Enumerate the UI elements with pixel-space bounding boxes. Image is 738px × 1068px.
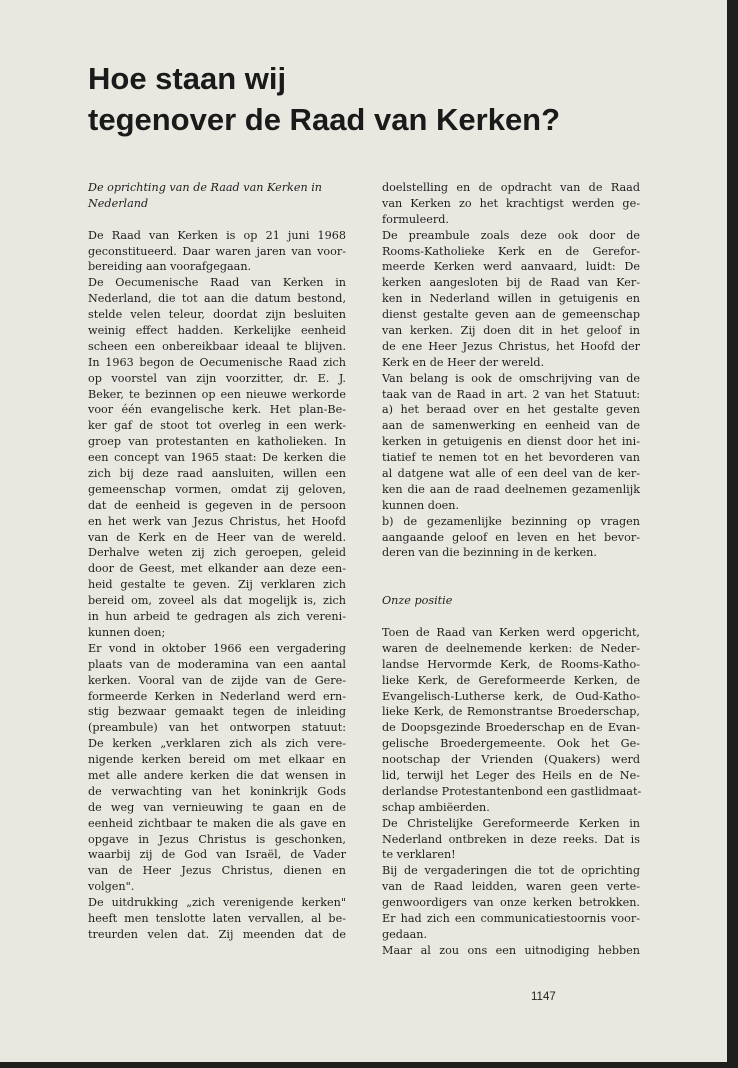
paragraph-gap: [382, 609, 640, 625]
text-line: met alle andere kerken die dat wensen in: [88, 768, 346, 782]
text-line: kunnen doen.: [382, 498, 460, 512]
text-line: stig bezwaar gemaakt tegen de inleiding: [88, 705, 346, 719]
text-line: te verklaren!: [382, 848, 456, 862]
page-number: 1147: [531, 991, 556, 1003]
paragraph-gap: [382, 577, 640, 593]
text-line: nigende kerken bereid om met elkaar en: [88, 753, 346, 767]
text-line: deren van die bezinning in de kerken.: [382, 546, 597, 560]
text-line: De kerken „verklaren zich als zich vere-: [88, 737, 346, 751]
page-edge-bottom: [0, 1062, 738, 1068]
text-line: doelstelling en de opdracht van de Raad: [382, 181, 640, 194]
text-line: ker gaf de stoot tot overleg in een werk-: [88, 419, 346, 433]
text-line: gelische Broedergemeente. Ook het Ge-: [382, 737, 640, 751]
text-line: lieke Kerk, de Gereformeerde Kerken, de: [382, 673, 640, 687]
text-line: een concept van 1965 staat: De kerken die: [88, 451, 346, 465]
text-line: aan de samenwerking en eenheid van de: [382, 419, 640, 433]
text-line: meerde Kerken werd aanvaard, luidt: De: [382, 260, 640, 274]
text-line: Toen de Raad van Kerken werd opgericht,: [382, 625, 640, 639]
text-line: opgave in Jezus Christus is geschonken,: [88, 832, 346, 846]
text-line: Nederland, die tot aan die datum bestond,: [88, 292, 346, 306]
text-line: genwoordigers van onze kerken betrokken.: [382, 896, 640, 910]
text-line: landse Hervormde Kerk, de Rooms-Katho-: [382, 657, 640, 671]
text-line: kunnen doen;: [88, 625, 166, 639]
text-line: van de Raad leidden, waren geen verte-: [382, 880, 640, 894]
text-line: al datgene wat alle of een deel van de ker-: [382, 467, 640, 481]
section-heading-line: Onze positie: [382, 594, 453, 608]
text-line: van Kerken zo het krachtigst werden ge-: [382, 196, 640, 210]
text-line: Er had zich een communicatiestoornis voor-: [382, 911, 640, 925]
text-line: ken in Nederland willen in getuigenis en: [382, 292, 640, 306]
text-line: schap ambiëerden.: [382, 800, 490, 814]
text-line: Nederland ontbreken in deze reeks. Dat is: [382, 832, 640, 846]
text-line: Er vond in oktober 1966 een vergadering: [88, 641, 346, 655]
text-line: Rooms-Katholieke Kerk en de Gerefor-: [382, 244, 640, 258]
text-line: de verwachting van het koninkrijk Gods: [88, 784, 346, 798]
text-line: eenheid zichtbaar te maken die als gave en: [88, 816, 346, 830]
text-line: kerken in getuigenis en dienst door het ini-: [382, 435, 640, 449]
text-line: De Christelijke Gereformeerde Kerken in: [382, 816, 640, 830]
text-line: heid gestalte te geven. Zij verklaren zich: [88, 578, 346, 592]
text-line: plaats van de moderamina van een aantal: [88, 657, 346, 671]
page-edge-right: [727, 0, 738, 1068]
page-title: [88, 58, 648, 140]
text-line: In 1963 begon de Oecumenische Raad zich: [88, 355, 346, 369]
text-line: gemeenschap vormen, omdat zij geloven,: [88, 482, 346, 496]
text-line: Kerk en de Heer der wereld.: [382, 355, 545, 369]
paragraph-gap: [382, 561, 640, 577]
text-line: gedaan.: [382, 927, 428, 941]
text-line: Bij de vergaderingen die tot de oprichting: [382, 864, 640, 878]
text-line: derlandse Protestantenbond een gastlidmaat-: [382, 784, 642, 798]
text-line: Evangelisch-Lutherse kerk, de Oud-Katho-: [382, 689, 640, 703]
text-line: De preambule zoals deze ook door de: [382, 228, 640, 242]
text-line: Beker, te bezinnen op een nieuwe werkorde: [88, 387, 346, 401]
text-line: De Oecumenische Raad van Kerken in: [88, 276, 346, 290]
text-line: lid, terwijl het Leger des Heils en de Ne-: [382, 768, 640, 782]
text-line: De Raad van Kerken is op 21 juni 1968: [88, 228, 346, 242]
text-line: stelde velen teleur, doordat zijn besluiten: [88, 308, 346, 322]
text-line: kerken. Vooral van de zijde van de Gere-: [88, 673, 346, 687]
text-line: op voorstel van zijn voorzitter, dr. E. J.: [88, 371, 346, 385]
text-line: de Doopsgezinde Broederschap en de Evan-: [382, 721, 640, 735]
text-line: dienst gestalte geven aan de gemeenschap: [382, 308, 640, 322]
text-line: kerken aangesloten bij de Raad van Ker-: [382, 276, 640, 290]
text-line: Maar al zou ons een uitnodiging hebben: [382, 943, 640, 957]
text-line: bereiding aan voorafgegaan.: [88, 260, 252, 274]
text-line: treurden velen dat. Zij meenden dat de: [88, 927, 346, 941]
text-line: volgen".: [88, 880, 135, 894]
text-line: a) het beraad over en het gestalte geven: [382, 403, 640, 417]
text-line: heeft men tenslotte laten vervallen, al be-: [88, 911, 346, 925]
text-line: van kerken. Zij doen dit in het geloof in: [382, 324, 640, 338]
title-line-1: Hoe staan wij: [88, 61, 287, 96]
text-line: geconstitueerd. Daar waren jaren van voor-: [88, 244, 346, 258]
text-line: aangaande geloof en leven en het bevor-: [382, 530, 640, 544]
text-line: van de Kerk en de Heer van de wereld.: [88, 530, 346, 544]
paragraph-gap: [88, 212, 346, 228]
text-line: de weg van vernieuwing te gaan en de: [88, 800, 346, 814]
left-text-column: [88, 180, 346, 943]
text-line: van de Heer Jezus Christus, dienen en: [88, 864, 346, 878]
text-line: taak van de Raad in art. 2 van het Statuut:: [382, 387, 640, 401]
text-line: groep van protestanten en katholieken. In: [88, 435, 346, 449]
text-line: De uitdrukking „zich verenigende kerken": [88, 896, 346, 910]
text-line: (preambule) van het ontworpen statuut:: [88, 721, 346, 735]
text-line: door de Geest, met elkander aan deze een-: [88, 562, 346, 576]
text-line: Van belang is ook de omschrijving van de: [382, 371, 640, 385]
text-line: de ene Heer Jezus Christus, het Hoofd der: [382, 339, 640, 353]
text-line: voor één evangelische kerk. Het plan-Be-: [88, 403, 346, 417]
text-line: waarbij zij de God van Israël, de Vader: [88, 848, 346, 862]
text-line: en het werk van Jezus Christus, het Hoofd: [88, 514, 346, 528]
text-line: zich bij deze raad aansluiten, willen een: [88, 467, 346, 481]
text-line: Derhalve weten zij zich geroepen, geleid: [88, 546, 346, 560]
text-line: formuleerd.: [382, 212, 449, 226]
right-text-column: [382, 180, 640, 959]
text-line: nootschap der Vrienden (Quakers) werd: [382, 753, 640, 767]
text-line: bereid om, zoveel als dat mogelijk is, zich: [88, 594, 346, 608]
text-line: scheen een onbereikbaar ideaal te blijven.: [88, 339, 346, 353]
text-line: in hun arbeid te gedragen als zich vereni-: [88, 610, 346, 624]
text-line: tiatief te nemen tot en het bevorderen van: [382, 451, 640, 465]
text-line: weinig effect hadden. Kerkelijke eenheid: [88, 324, 346, 338]
text-line: formeerde Kerken in Nederland werd ern-: [88, 689, 346, 703]
text-line: dat de eenheid is gegeven in de persoon: [88, 498, 346, 512]
section-heading-line: Nederland: [88, 196, 149, 210]
section-heading-line: De oprichting van de Raad van Kerken in: [88, 181, 322, 194]
text-line: b) de gezamenlijke bezinning op vragen: [382, 514, 640, 528]
title-line-2: tegenover de Raad van Kerken?: [88, 102, 561, 137]
text-line: lieke Kerk, de Remonstrantse Broederschap,: [382, 705, 640, 719]
text-line: ken die aan de raad deelnemen gezamenlijk: [382, 482, 640, 496]
text-line: waren de deelnemende kerken: de Neder-: [382, 641, 640, 655]
